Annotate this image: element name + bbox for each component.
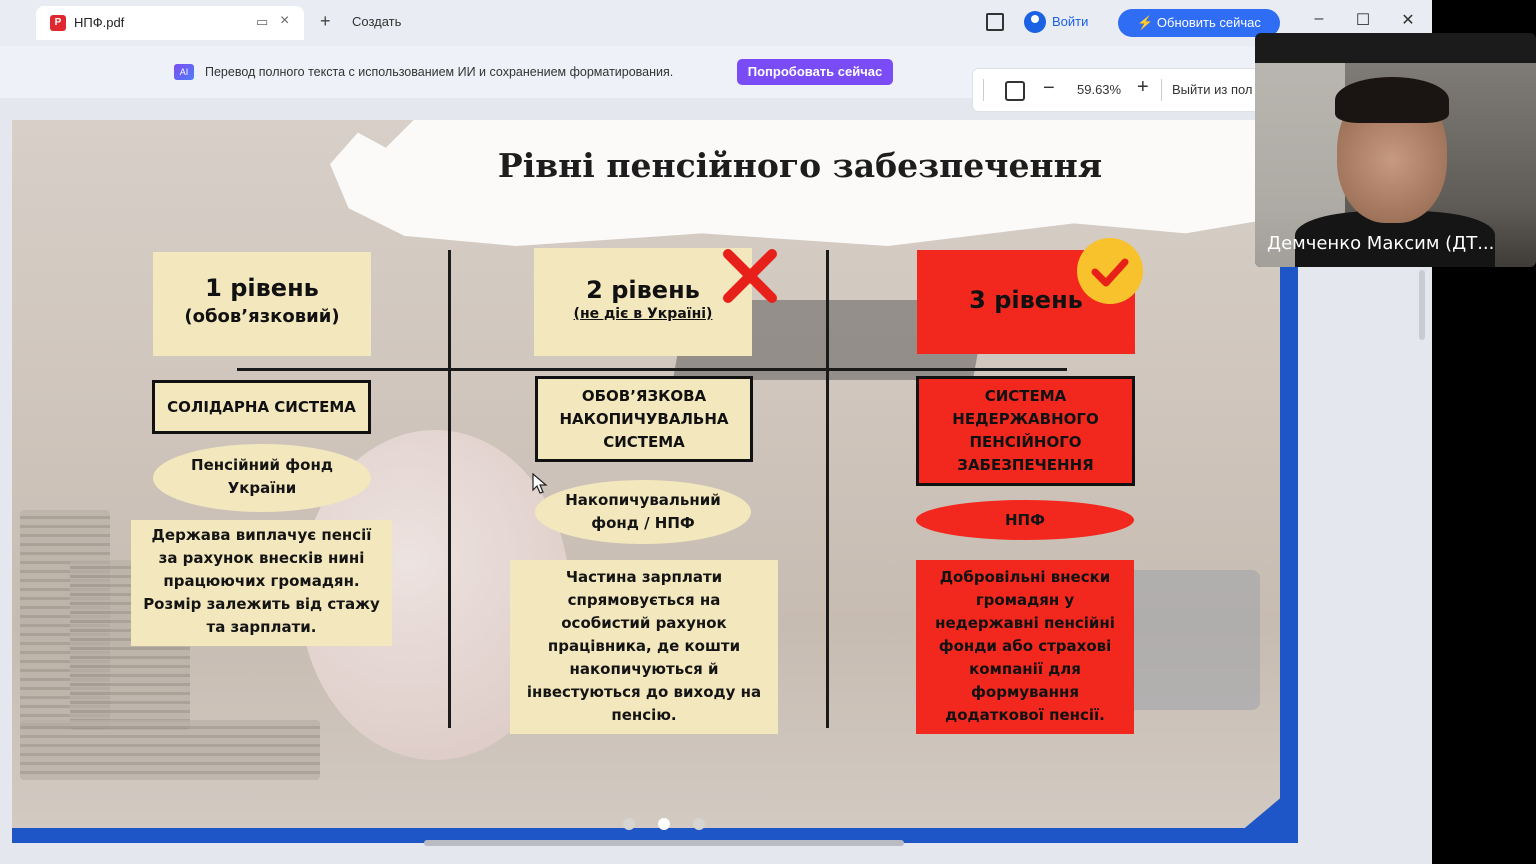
red-cross-icon: [720, 246, 780, 306]
browser-titlebar: [0, 0, 1432, 46]
level3-fund: НПФ: [916, 500, 1134, 540]
desc-line: компанії для: [969, 660, 1081, 678]
level2-subtitle: (не діє в Україні): [573, 306, 713, 322]
desc-line: працівника, де кошти: [547, 637, 741, 655]
desc-line: Держава виплачує пенсії: [151, 526, 372, 544]
desc-line: спрямовується на: [567, 591, 721, 609]
level2-title: 2 рівень: [586, 276, 700, 304]
pdf-icon: P: [50, 15, 66, 31]
desc-line: недержавні пенсійні: [935, 614, 1115, 632]
slide-dot[interactable]: [693, 818, 705, 830]
system-line: НАКОПИЧУВАЛЬНА: [559, 410, 729, 428]
maximize-icon[interactable]: ☐: [1355, 12, 1371, 29]
mouse-cursor-icon: [532, 473, 548, 495]
level2-fund: [535, 480, 751, 544]
update-now-button[interactable]: [1118, 9, 1280, 37]
desc-line: фонди або страхові: [938, 637, 1112, 655]
fit-page-icon[interactable]: [1005, 81, 1025, 101]
update-label: Обновить сейчас: [1156, 15, 1261, 30]
plus-icon[interactable]: +: [320, 11, 331, 31]
level1-system: СОЛІДАРНА СИСТЕМА: [152, 380, 371, 434]
desc-line: Розмір залежить від стажу: [143, 595, 380, 613]
fund-line: фонд / НПФ: [591, 514, 695, 532]
table-vertical-line: [448, 250, 451, 728]
new-tab-button[interactable]: Создать: [352, 14, 402, 29]
zoom-in-button[interactable]: +: [1137, 76, 1149, 98]
zoom-level[interactable]: 59.63%: [1077, 82, 1122, 97]
slide-frame-right: [1280, 262, 1298, 842]
fund-line: Накопичувальний: [565, 491, 721, 509]
level1-fund: [153, 444, 371, 512]
try-now-button[interactable]: Попробовать сейчас: [737, 59, 893, 85]
system-line: НЕДЕРЖАВНОГО: [952, 410, 1099, 428]
desc-line: за рахунок внесків нині: [158, 549, 365, 567]
level2-description: [510, 560, 778, 734]
coins-pile-decor: [20, 720, 320, 780]
desc-line: інвестуються до виходу на: [526, 683, 762, 701]
slide-dot-active[interactable]: [658, 818, 670, 830]
minimize-icon[interactable]: –: [1314, 10, 1324, 27]
system-line: СИСТЕМА: [984, 387, 1067, 405]
desc-line: особистий рахунок: [561, 614, 727, 632]
ai-translate-icon: AI: [174, 64, 194, 80]
fund-line: України: [227, 479, 297, 497]
desc-line: та зарплати.: [206, 618, 317, 636]
user-avatar-icon[interactable]: [1024, 11, 1046, 33]
slide-title: Рівні пенсійного забезпечення: [497, 146, 1103, 185]
desc-line: Частина зарплати: [565, 568, 723, 586]
level3-description: [916, 560, 1134, 734]
desc-line: працюючих громадян.: [163, 572, 360, 590]
level1-title: 1 рівень: [205, 274, 319, 302]
system-line: ПЕНСІЙНОГО: [969, 433, 1082, 451]
close-tab-icon[interactable]: ×: [280, 12, 290, 29]
desc-line: пенсію.: [611, 706, 677, 724]
table-vertical-line: [826, 250, 829, 728]
level3-title: 3 рівень: [969, 286, 1083, 314]
level2-system: [535, 376, 753, 462]
system-line: ОБОВ’ЯЗКОВА: [581, 387, 707, 405]
tab-npf-pdf[interactable]: [36, 6, 304, 40]
table-horizontal-line: [237, 368, 1067, 371]
tab-title: НПФ.pdf: [74, 15, 125, 30]
zoom-out-button[interactable]: −: [1043, 77, 1055, 99]
login-button[interactable]: Войти: [1052, 14, 1089, 29]
level1-subtitle: (обов’язковий): [184, 306, 340, 327]
infobar-text: Перевод полного текста с использованием ИИ и сохранением форматирования.: [205, 65, 674, 79]
zoom-toolbar: [972, 68, 1264, 112]
desc-line: накопичуються й: [569, 660, 719, 678]
copy-window-icon[interactable]: [986, 13, 1004, 31]
participant-hair: [1335, 77, 1449, 123]
level3-system: [916, 376, 1135, 486]
desc-line: формування: [971, 683, 1079, 701]
system-line: ЗАБЕЗПЕЧЕННЯ: [957, 456, 1094, 474]
desc-line: додаткової пенсії.: [945, 706, 1105, 724]
desc-line: Добровільні внески: [939, 568, 1111, 586]
vertical-scrollbar[interactable]: [1419, 270, 1425, 340]
yellow-check-icon: [1077, 238, 1143, 304]
video-participant-tile[interactable]: [1255, 33, 1536, 267]
fund-line: Пенсійний фонд: [191, 456, 333, 474]
horizontal-scrollbar[interactable]: [424, 840, 904, 846]
system-line: СИСТЕМА: [603, 433, 685, 451]
monitor-icon[interactable]: ▭: [256, 14, 269, 29]
slide-dot[interactable]: [623, 818, 635, 830]
level1-header: [153, 252, 371, 356]
participant-name: Демченко Максим (ДТ...: [1267, 233, 1495, 254]
exit-fullscreen-button[interactable]: Выйти из пол: [1172, 82, 1253, 97]
close-window-icon[interactable]: ✕: [1401, 12, 1415, 29]
toolbar-divider: [1161, 79, 1162, 101]
level1-description: [131, 520, 392, 646]
lightning-icon: ⚡: [1137, 15, 1154, 30]
desc-line: громадян у: [975, 591, 1075, 609]
toolbar-divider: [983, 79, 984, 101]
